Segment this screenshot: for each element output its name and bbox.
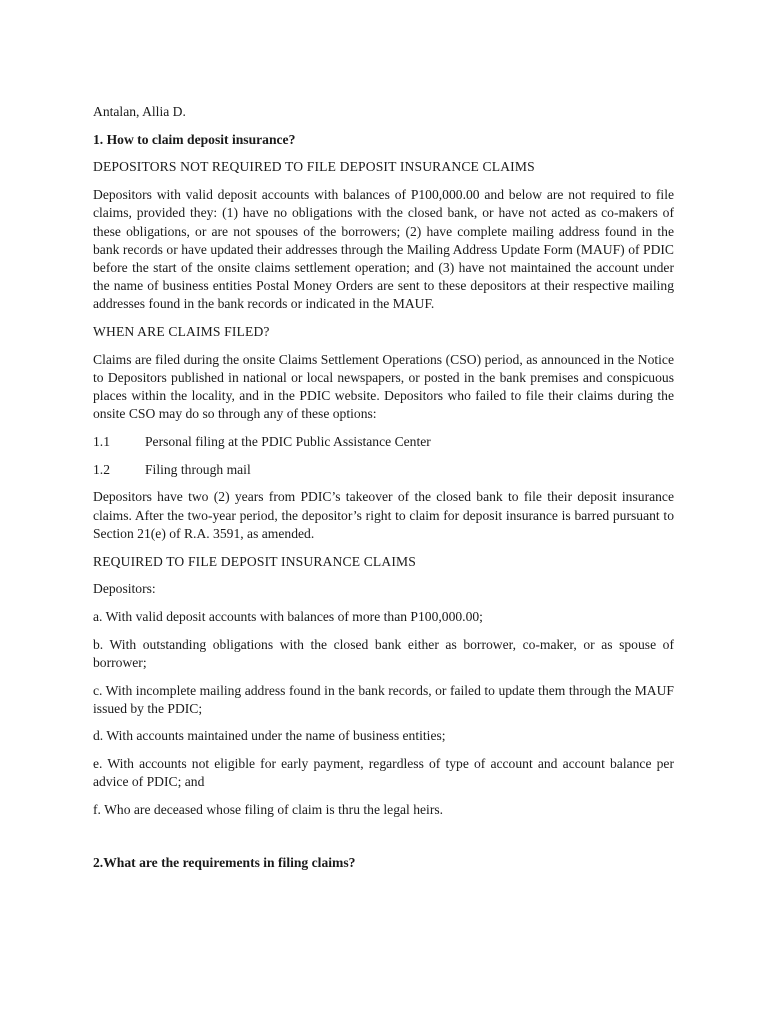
paragraph-not-required: Depositors with valid deposit accounts with balances of P100,000.00 and below are not required to file claims, provided they: (1) have no obligations with the closed bank, or have not acted as co-makers of these obligations, or are not spouses of the borrowers; (2) have complete mailing address found in the bank records or have updated their addresses through the Mailing Address Update Form (MAUF) of PDIC before the start of the onsite claims settlement operation; and (3) have not maintained the account under the name of business entities Postal Money Orders are sent to these depositors at their respective mailing addresses found in the bank records or indicated in the MAUF. <box>93 187 674 312</box>
paragraph-two-year-limit: Depositors have two (2) years from PDIC’s takeover of the closed bank to file their deposit insurance claims. After the two-year period, the depositor’s right to claim for deposit insurance is barred pursuant to Section 21(e) of R.A. 3591, as amended. <box>93 489 674 541</box>
paragraph-when-filed: Claims are filed during the onsite Claims Settlement Operations (CSO) period, as announced in the Notice to Depositors published in national or local newspapers, or posted in the bank premises and conspicuous places within the locality, and in the PDIC website. Depositors who failed to file their claims during the onsite CSO may do so through any of these options: <box>93 351 674 422</box>
option-item <box>93 461 674 479</box>
document-page <box>93 103 674 882</box>
option-number: 1.2 <box>93 461 110 477</box>
option-number: 1.1 <box>93 434 110 450</box>
requirement-item-a: a. With valid deposit accounts with balances of more than P100,000.00; <box>93 608 483 624</box>
section-title-when-filed: WHEN ARE CLAIMS FILED? <box>93 324 270 340</box>
requirement-item-b: b. With outstanding obligations with the closed bank either as borrower, co-maker, or as spouse of borrower; <box>93 636 674 670</box>
question-2-heading: 2.What are the requirements in filing claims? <box>93 855 356 871</box>
option-text: Filing through mail <box>145 461 251 477</box>
author-name: Antalan, Allia D. <box>93 104 186 119</box>
requirement-item-d: d. With accounts maintained under the name of business entities; <box>93 728 446 744</box>
question-1-heading: 1. How to claim deposit insurance? <box>93 131 296 147</box>
option-text: Personal filing at the PDIC Public Assistance Center <box>145 434 431 450</box>
requirement-item-c: c. With incomplete mailing address found in the bank records, or failed to update them through the MAUF issued by the PDIC; <box>93 682 674 716</box>
depositors-intro: Depositors: <box>93 581 156 597</box>
option-item <box>93 433 674 451</box>
section-title-required: REQUIRED TO FILE DEPOSIT INSURANCE CLAIMS <box>93 553 416 569</box>
section-title-not-required: DEPOSITORS NOT REQUIRED TO FILE DEPOSIT INSURANCE CLAIMS <box>93 159 535 175</box>
requirement-item-e: e. With accounts not eligible for early payment, regardless of type of account and account balance per advice of PDIC; and <box>93 756 674 790</box>
requirement-item-f: f. Who are deceased whose filing of claim is thru the legal heirs. <box>93 802 444 818</box>
